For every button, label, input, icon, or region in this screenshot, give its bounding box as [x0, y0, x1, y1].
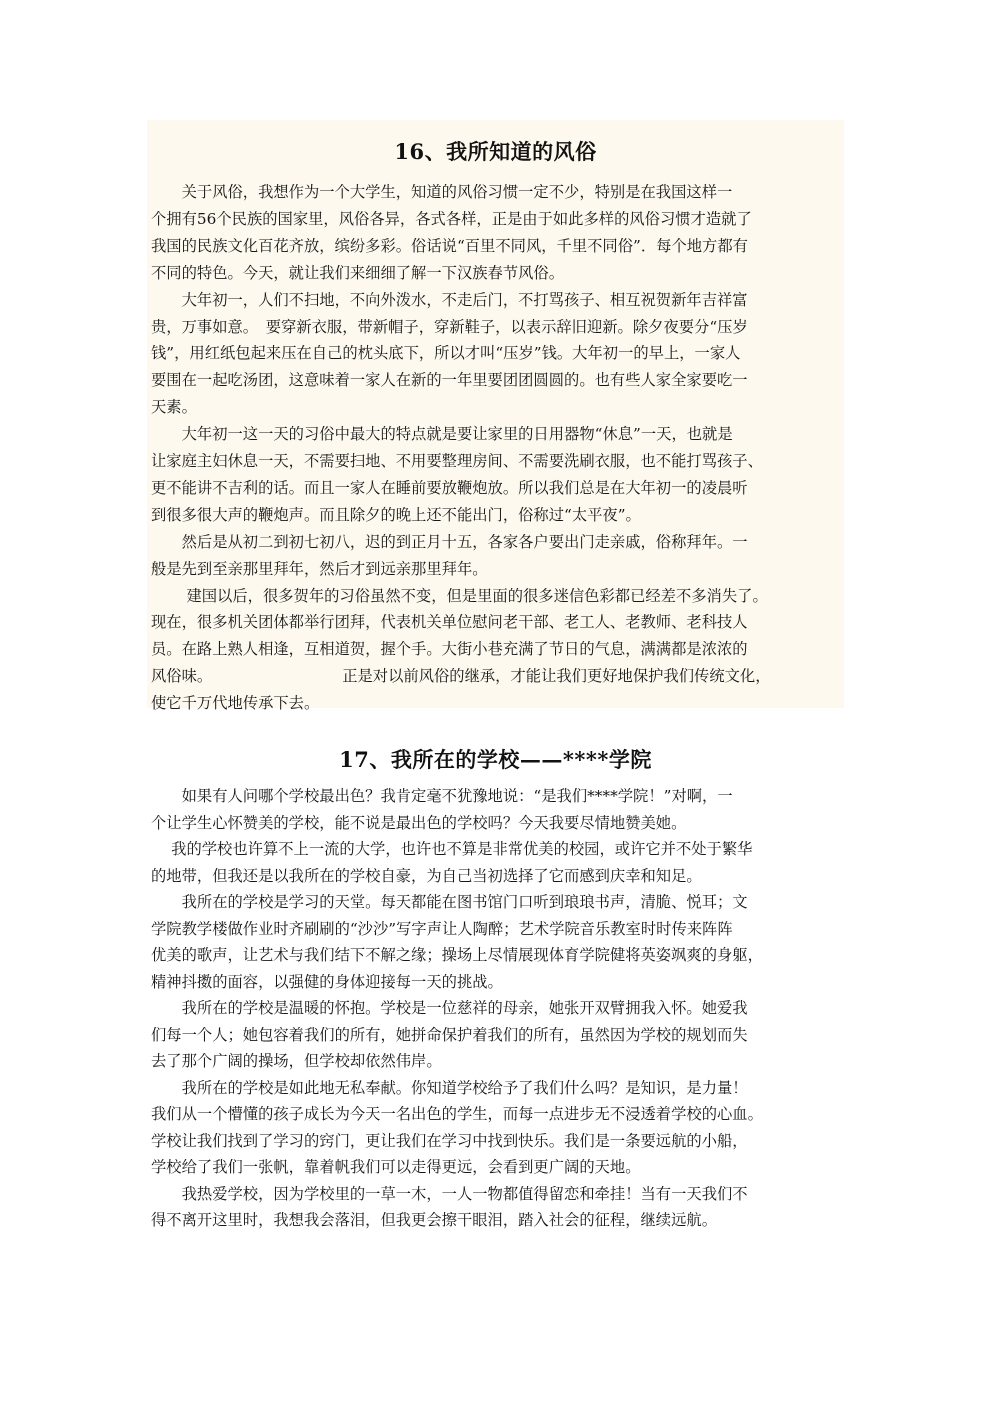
paragraph-line: 关于风俗，我想作为一个大学生，知道的风俗习惯一定不少，特别是在我国这样一	[151, 183, 733, 201]
section-title: 16、我所知道的风俗	[394, 139, 597, 164]
paragraph-line: 使它千万代地传承下去。	[151, 694, 320, 713]
paragraph-line: 贵，万事如意。 要穿新衣服，带新帽子，穿新鞋子，以表示辞旧迎新。除夕夜要分“压岁	[151, 317, 748, 336]
paragraph-line: 要围在一起吃汤团，这意味着一家人在新的一年里要团团圆圆的。也有些人家全家要吃一	[151, 371, 748, 390]
paragraph-line: 如果有人问哪个学校最出色？我肯定毫不犹豫地说：“是我们****学院！”对啊，一	[151, 787, 733, 805]
paragraph-line: 让家庭主妇休息一天，不需要扫地、不用要整理房间、不需要洗刷衣服，也不能打骂孩子、	[151, 452, 763, 470]
paragraph-line: 不同的特色。今天，就让我们来细细了解一下汉族春节风俗。	[151, 263, 565, 282]
paragraph-line: 的地带，但我还是以我所在的学校自豪，为自己当初选择了它而感到庆幸和知足。	[151, 866, 702, 885]
paragraph-line: 们每一个人；她包容着我们的所有，她拼命保护着我们的所有，虽然因为学校的规划而失	[151, 1025, 748, 1044]
paragraph-line: 得不离开这里时，我想我会落泪，但我更会擦干眼泪，踏入社会的征程，继续远航。	[151, 1211, 717, 1229]
paragraph-line: 钱”，用红纸包起来压在自己的枕头底下，所以才叫“压岁”钱。大年初一的早上，一家人	[151, 344, 741, 363]
section-17-school	[147, 736, 844, 1236]
section-title: 17、我所在的学校——****学院	[339, 747, 652, 772]
paragraph-line: 员。在路上熟人相逢，互相道贺，握个手。大街小巷充满了节日的气息，满满都是浓浓的	[151, 640, 748, 659]
paragraph-line: 然后是从初二到初七初八，迟的到正月十五，各家各户要出门走亲戚，俗称拜年。一	[151, 532, 748, 551]
paragraph-line: 更不能讲不吉利的话。而且一家人在睡前要放鞭炮放。所以我们总是在大年初一的凌晨听	[151, 478, 748, 497]
section-16-customs	[147, 120, 844, 713]
paragraph-line: 般是先到至亲那里拜年，然后才到远亲那里拜年。	[151, 559, 488, 578]
paragraph-line: 精神抖擞的面容，以强健的身体迎接每一天的挑战。	[151, 972, 503, 991]
paragraph-line: 我国的民族文化百花齐放，缤纷多彩。俗话说“百里不同风，千里不同俗”．每个地方都有	[151, 236, 748, 255]
paragraph-line: 我所在的学校是如此地无私奉献。你知道学校给予了我们什么吗？是知识，是力量！	[151, 1078, 748, 1097]
paragraph-line: 建国以后，很多贺年的习俗虽然不变，但是里面的很多迷信色彩都已经差不多消失了。	[151, 586, 768, 605]
paragraph-line: 大年初一这一天的习俗中最大的特点就是要让家里的日用器物“休息”一天，也就是	[151, 425, 733, 444]
paragraph-line: 我热爱学校，因为学校里的一草一木，一人一物都值得留恋和牵挂！当有一天我们不	[151, 1184, 748, 1203]
paragraph-line: 去了那个广阔的操场，但学校却依然伟岸。	[151, 1052, 442, 1070]
paragraph-line: 现在，很多机关团体都举行团拜，代表机关单位慰问老干部、老工人、老教师、老科技人	[151, 613, 748, 632]
paragraph-line: 我所在的学校是温暖的怀抱。学校是一位慈祥的母亲，她张开双臂拥我入怀。她爱我	[151, 999, 748, 1017]
paragraph-line: 到很多很大声的鞭炮声。而且除夕的晚上还不能出门，俗称过“太平夜”。	[151, 505, 641, 524]
paragraph-line: 学校给了我们一张帆，靠着帆我们可以走得更远，会看到更广阔的天地。	[151, 1158, 641, 1176]
paragraph-line: 我的学校也许算不上一流的大学，也许也不算是非常优美的校园，或许它并不处于繁华	[151, 840, 753, 858]
paragraph-line: 个让学生心怀赞美的学校，能不说是最出色的学校吗？今天我要尽情地赞美她。	[151, 813, 687, 832]
paragraph-line: 天素。	[151, 398, 197, 417]
paragraph-line: 个拥有56个民族的国家里，风俗各异，各式各样，正是由于如此多样的风俗习惯才造就了	[151, 209, 752, 228]
paragraph-line: 风俗味。 正是对以前风俗的继承，才能让我们更好地保护我们传统文化，	[151, 667, 771, 686]
paragraph-line: 优美的歌声，让艺术与我们结下不解之缘；操场上尽情展现体育学院健将英姿飒爽的身躯，	[151, 946, 763, 964]
paragraph-line: 大年初一，人们不扫地，不向外泼水，不走后门，不打骂孩子、相互祝贺新年吉祥富	[151, 290, 748, 309]
paragraph-line: 我所在的学校是学习的天堂。每天都能在图书馆门口听到琅琅书声，清脆、悦耳；文	[151, 893, 748, 911]
paragraph-line: 学院教学楼做作业时齐刷刷的“沙沙”写字声让人陶醉；艺术学院音乐教室时时传来阵阵	[151, 919, 733, 938]
paragraph-line: 学校让我们找到了学习的窍门，更让我们在学习中找到快乐。我们是一条要远航的小船，	[151, 1131, 748, 1150]
paragraph-line: 我们从一个懵懂的孩子成长为今天一名出色的学生，而每一点进步无不浸透着学校的心血。	[151, 1105, 763, 1123]
